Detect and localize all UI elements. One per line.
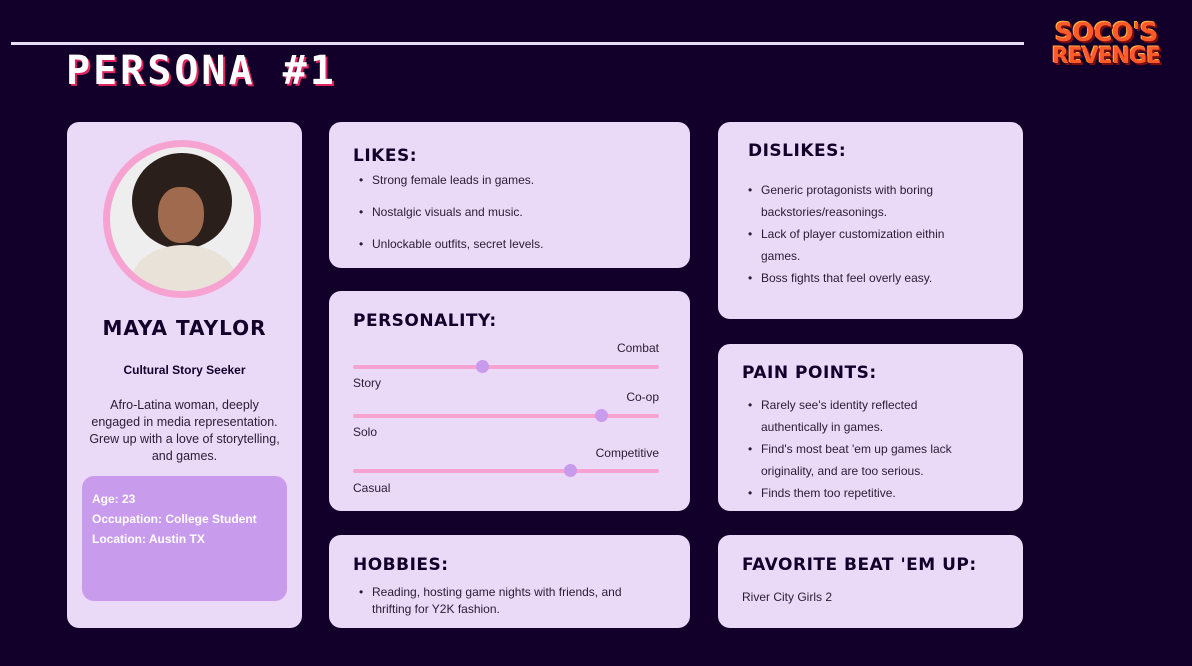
slider-right-label-coop: Co-op bbox=[626, 390, 659, 404]
persona-role: Cultural Story Seeker bbox=[123, 363, 246, 377]
list-item: • Unlockable outfits, secret levels. bbox=[353, 237, 543, 251]
list-item: • Strong female leads in games. bbox=[353, 173, 543, 187]
list-item: • Find's most beat 'em up games lack originality, and are too serious. bbox=[742, 438, 967, 482]
header-divider bbox=[11, 42, 1024, 45]
page-title: PERSONA #1 bbox=[66, 48, 337, 94]
personality-heading: PERSONALITY: bbox=[353, 311, 497, 331]
slider-track-casual-competitive bbox=[353, 469, 659, 473]
avatar-body bbox=[132, 245, 236, 291]
avatar bbox=[110, 147, 254, 291]
personality-card bbox=[329, 291, 690, 511]
favorite-game: River City Girls 2 bbox=[742, 590, 833, 604]
slider-left-label-casual: Casual bbox=[353, 481, 391, 495]
list-item: • Generic protagonists with boring backstories/reasonings. bbox=[742, 179, 962, 223]
list-item: • Finds them too repetitive. bbox=[742, 482, 967, 504]
persona-age: Age: 23 bbox=[92, 492, 136, 506]
persona-occupation: Occupation: College Student bbox=[92, 512, 257, 526]
list-item: • Lack of player customization eithin games. bbox=[742, 223, 962, 267]
slider-track-solo-coop bbox=[353, 414, 659, 418]
logo-line-1: SOCO'S bbox=[1054, 18, 1158, 48]
persona-bio: Afro-Latina woman, deeply engaged in media representation. Grew up with a love of storytelling, and games. bbox=[89, 398, 280, 463]
slider-thumb[interactable] bbox=[595, 409, 608, 422]
slider-thumb[interactable] bbox=[476, 360, 489, 373]
hobbies-card bbox=[329, 535, 690, 628]
favorite-heading: FAVORITE BEAT 'EM UP: bbox=[742, 555, 977, 575]
game-logo bbox=[1046, 20, 1166, 68]
hobbies-heading: HOBBIES: bbox=[353, 555, 449, 575]
pain-points-list bbox=[742, 394, 967, 504]
pain-points-heading: PAIN POINTS: bbox=[742, 363, 877, 383]
likes-list bbox=[353, 173, 543, 269]
list-item: • Rarely see's identity reflected authentically in games. bbox=[742, 394, 967, 438]
likes-card bbox=[329, 122, 690, 268]
likes-heading: LIKES: bbox=[353, 146, 417, 166]
persona-facts bbox=[82, 476, 287, 601]
slider-right-label-combat: Combat bbox=[616, 341, 659, 355]
dislikes-list bbox=[742, 179, 962, 289]
profile-card bbox=[67, 122, 302, 628]
slider-track-story-combat bbox=[353, 365, 659, 369]
dislikes-card bbox=[718, 122, 1023, 319]
persona-name: MAYA TAYLOR bbox=[102, 316, 267, 340]
dislikes-heading: DISLIKES: bbox=[748, 141, 847, 161]
list-item: • Nostalgic visuals and music. bbox=[353, 205, 543, 219]
list-item: • Boss fights that feel overly easy. bbox=[742, 267, 962, 289]
logo-line-2: REVENGE bbox=[1051, 44, 1161, 69]
avatar-face bbox=[158, 187, 204, 243]
persona-location: Location: Austin TX bbox=[92, 532, 205, 546]
hobbies-list bbox=[353, 584, 643, 618]
slider-thumb[interactable] bbox=[564, 464, 577, 477]
slider-right-label-competitive: Competitive bbox=[595, 446, 659, 460]
avatar-ring bbox=[103, 140, 261, 298]
list-item: • Reading, hosting game nights with friends, and thrifting for Y2K fashion. bbox=[353, 584, 643, 618]
pain-points-card bbox=[718, 344, 1023, 511]
slider-left-label-story: Story bbox=[353, 376, 382, 390]
slider-left-label-solo: Solo bbox=[353, 425, 378, 439]
favorite-card bbox=[718, 535, 1023, 628]
